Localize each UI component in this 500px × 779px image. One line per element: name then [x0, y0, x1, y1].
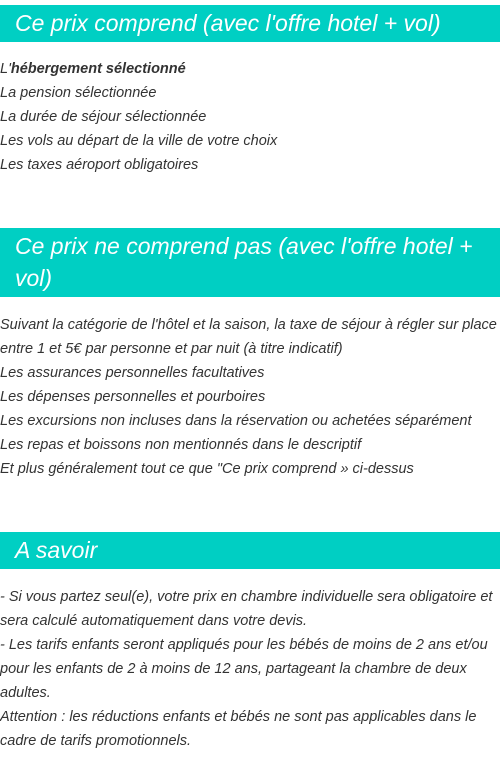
list-item: Et plus généralement tout ce que "Ce prix comprend » ci-dessus [0, 461, 414, 477]
list-item: Suivant la catégorie de l'hôtel et la saison, la taxe de séjour à régler sur place entre 1 et 5€ par personne et par nuit (à titre indicatif) [0, 317, 497, 357]
list-item: Les dépenses personnelles et pourboires [0, 389, 266, 405]
list-item: Les taxes aéroport obligatoires [0, 157, 199, 173]
good-to-know-section [0, 532, 500, 753]
list-item: - Les tarifs enfants seront appliqués pour les bébés de moins de 2 ans et/ou pour les enfants de 2 à moins de 12 ans, partageant la chambre de deux adultes. [0, 637, 488, 701]
list-item: Les vols au départ de la ville de votre choix [0, 133, 278, 149]
list-item: Les excursions non incluses dans la réservation ou achetées séparément [0, 413, 472, 429]
not-included-list [0, 313, 500, 481]
good-to-know-title: A savoir [0, 532, 500, 569]
not-included-section [0, 228, 500, 481]
included-list [0, 57, 500, 177]
included-first-bold: hébergement sélectionné [10, 61, 186, 77]
list-item: Les repas et boissons non mentionnés dans le descriptif [0, 437, 362, 453]
not-included-title: Ce prix ne comprend pas (avec l'offre hotel + vol) [0, 228, 500, 297]
list-item: Les assurances personnelles facultatives [0, 365, 265, 381]
list-item: - Si vous partez seul(e), votre prix en chambre individuelle sera obligatoire et sera calculé automatiquement dans votre devis. [0, 589, 493, 629]
list-item: Attention : les réductions enfants et bébés ne sont pas applicables dans le cadre de tarifs promotionnels. [0, 709, 477, 749]
list-item [0, 57, 500, 81]
included-section [0, 0, 500, 177]
good-to-know-list [0, 585, 500, 753]
list-item: La durée de séjour sélectionnée [0, 109, 207, 125]
included-first-prefix: L' [0, 61, 11, 77]
included-title: Ce prix comprend (avec l'offre hotel + vol) [0, 5, 500, 42]
list-item: La pension sélectionnée [0, 85, 157, 101]
